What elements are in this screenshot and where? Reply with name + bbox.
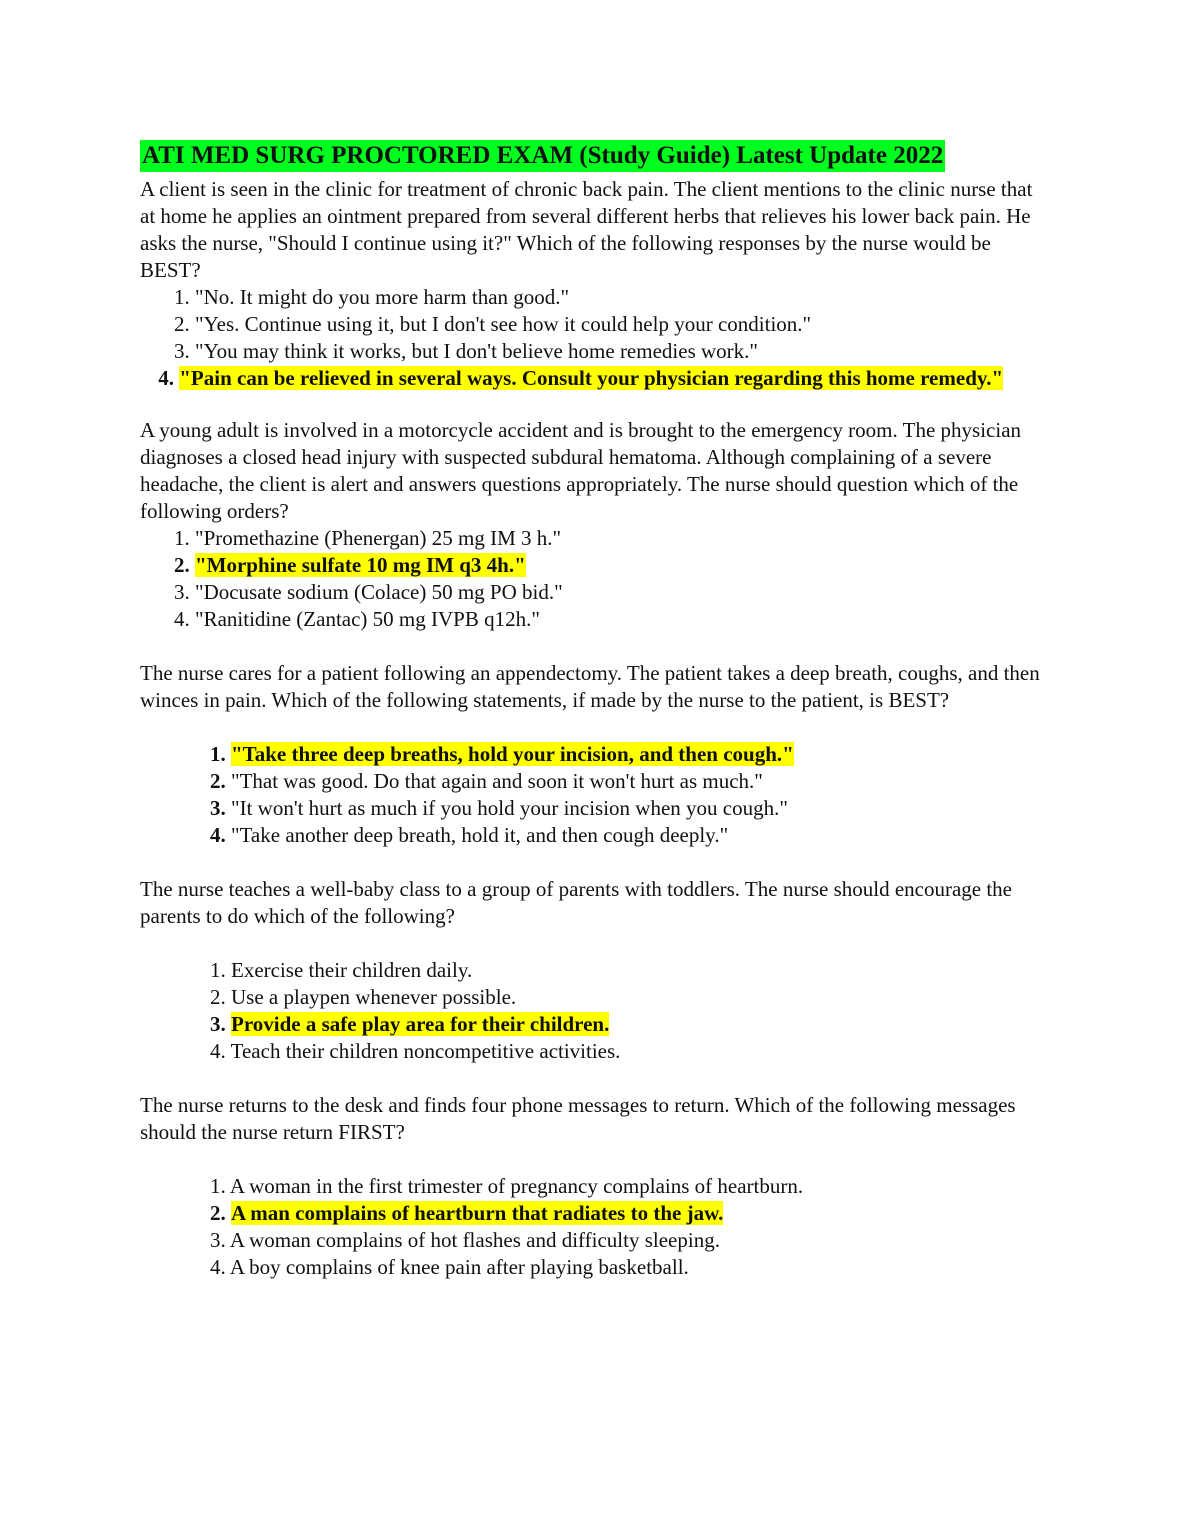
q4-option-3-answer: 3. Provide a safe play area for their children. xyxy=(210,1012,610,1036)
q4-option-1: 1. Exercise their children daily. xyxy=(210,958,473,982)
q1-option-2: 2. "Yes. Continue using it, but I don't see how it could help your condition." xyxy=(174,312,812,336)
question-2-options xyxy=(140,525,1040,633)
q5-option-1: 1. A woman in the first trimester of pregnancy complains of heartburn. xyxy=(210,1174,804,1198)
question-4-text: The nurse teaches a well-baby class to a group of parents with toddlers. The nurse should encourage the parents to do which of the following? xyxy=(140,877,1013,928)
q1-option-3: 3. "You may think it works, but I don't believe home remedies work." xyxy=(174,339,758,363)
question-4-options xyxy=(140,957,1040,1065)
q4-option-4: 4. Teach their children noncompetitive activities. xyxy=(210,1039,621,1063)
q2-option-1: 1. "Promethazine (Phenergan) 25 mg IM 3 h." xyxy=(174,526,562,550)
q4-option-2: 2. Use a playpen whenever possible. xyxy=(210,985,517,1009)
q3-option-3: 3. "It won't hurt as much if you hold your incision when you cough." xyxy=(210,796,788,820)
q2-option-2-answer: 2. "Morphine sulfate 10 mg IM q3 4h." xyxy=(174,553,526,577)
q2-option-4: 4. "Ranitidine (Zantac) 50 mg IVPB q12h." xyxy=(174,607,540,631)
q5-option-2-answer: 2. A man complains of heartburn that radiates to the jaw. xyxy=(210,1201,724,1225)
page-title: ATI MED SURG PROCTORED EXAM (Study Guide) Latest Update 2022 xyxy=(140,140,945,172)
question-1-options xyxy=(140,284,1040,392)
highlighted-answer: "Take three deep breaths, hold your incision, and then cough." xyxy=(231,742,794,766)
highlighted-answer: Provide a safe play area for their children. xyxy=(231,1012,610,1036)
document-page xyxy=(140,140,1040,1281)
q1-option-1: 1. "No. It might do you more harm than good." xyxy=(174,285,570,309)
q3-option-1-answer: 1. "Take three deep breaths, hold your incision, and then cough." xyxy=(210,742,794,766)
highlighted-answer: A man complains of heartburn that radiates to the jaw. xyxy=(231,1201,724,1225)
question-5-text: The nurse returns to the desk and finds four phone messages to return. Which of the following messages should the nurse return FIRST? xyxy=(140,1093,1016,1144)
question-3-text: The nurse cares for a patient following an appendectomy. The patient takes a deep breath, coughs, and then winces in pain. Which of the following statements, if made by the nurse to the patient, is BEST? xyxy=(140,661,1040,712)
question-2-text: A young adult is involved in a motorcycle accident and is brought to the emergency room. The physician diagnoses a closed head injury with suspected subdural hematoma. Although complaining of a severe headache, the client is alert and answers questions appropriately. The nurse should question which of the following orders? xyxy=(140,418,1022,523)
question-1-text: A client is seen in the clinic for treatment of chronic back pain. The client mentions to the clinic nurse that at home he applies an ointment prepared from several different herbs that relieves his lower back pain. He asks the nurse, "Should I continue using it?" Which of the following responses by the nurse would be BEST? xyxy=(140,177,1033,282)
q1-option-4-answer: 4. "Pain can be relieved in several ways. Consult your physician regarding this home remedy." xyxy=(158,366,1004,390)
q3-option-2: 2. "That was good. Do that again and soon it won't hurt as much." xyxy=(210,769,763,793)
q5-option-3: 3. A woman complains of hot flashes and difficulty sleeping. xyxy=(210,1228,720,1252)
q5-option-4: 4. A boy complains of knee pain after playing basketball. xyxy=(210,1255,689,1279)
q2-option-3: 3. "Docusate sodium (Colace) 50 mg PO bid." xyxy=(174,580,563,604)
question-5-options xyxy=(140,1173,1040,1281)
highlighted-answer: "Morphine sulfate 10 mg IM q3 4h." xyxy=(195,553,526,577)
highlighted-answer: "Pain can be relieved in several ways. Consult your physician regarding this home remedy." xyxy=(179,366,1004,390)
q3-option-4: 4. "Take another deep breath, hold it, and then cough deeply." xyxy=(210,823,729,847)
question-3-options xyxy=(140,741,1040,849)
